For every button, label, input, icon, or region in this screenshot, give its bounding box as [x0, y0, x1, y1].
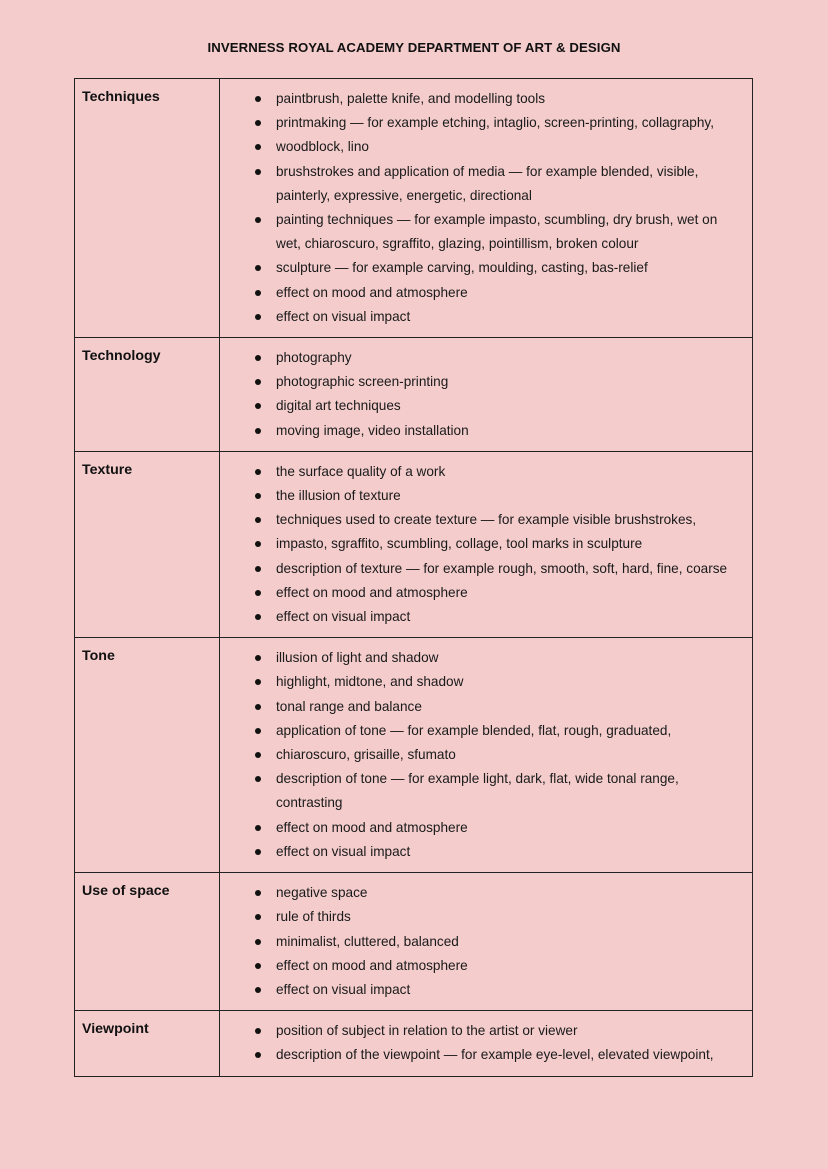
- page-title: INVERNESS ROYAL ACADEMY DEPARTMENT OF ART & DESIGN: [207, 40, 621, 55]
- list-item-text: painterly, expressive, energetic, directional: [276, 187, 532, 203]
- list-item-text: wet, chiaroscuro, sgraffito, glazing, pointillism, broken colour: [276, 236, 639, 252]
- bullet-icon: [255, 614, 261, 620]
- list-item: [220, 532, 742, 556]
- term-cell: [75, 873, 220, 1011]
- term-label: Tone: [82, 648, 115, 665]
- table-row: [75, 1011, 753, 1076]
- term-label: Viewpoint: [82, 1021, 149, 1038]
- list-item-text: illusion of light and shadow: [276, 650, 439, 666]
- bullet-icon: [255, 987, 261, 993]
- item-list: [220, 881, 742, 1002]
- list-item: [220, 695, 742, 719]
- list-item-text: brushstrokes and application of media — for example blended, visible,: [276, 163, 699, 179]
- bullet-icon: [255, 517, 261, 523]
- term-cell: [75, 451, 220, 637]
- list-item-text: application of tone — for example blended, flat, rough, graduated,: [276, 722, 672, 738]
- list-item: [220, 816, 742, 840]
- list-item: [220, 508, 742, 532]
- table-row: [75, 338, 753, 452]
- bullet-icon: [255, 379, 261, 385]
- list-item-text: contrasting: [276, 795, 343, 811]
- bullet-icon: [255, 655, 261, 661]
- item-list: [220, 87, 742, 329]
- bullet-icon: [255, 169, 261, 175]
- bullet-icon: [255, 825, 261, 831]
- bullet-icon: [255, 914, 261, 920]
- list-item-text: description of texture — for example rough, smooth, soft, hard, fine, coarse: [276, 560, 728, 576]
- list-item-text: effect on mood and atmosphere: [276, 584, 468, 600]
- list-item: [220, 484, 742, 508]
- bullet-icon: [255, 679, 261, 685]
- list-item: [220, 791, 742, 815]
- table-row: [75, 638, 753, 873]
- item-list: [220, 1019, 742, 1067]
- bullet-icon: [255, 290, 261, 296]
- list-item-text: description of tone — for example light, dark, flat, wide tonal range,: [276, 771, 679, 787]
- list-item-text: effect on visual impact: [276, 843, 411, 859]
- list-item-text: effect on mood and atmosphere: [276, 284, 468, 300]
- list-item-text: techniques used to create texture — for example visible brushstrokes,: [276, 512, 697, 528]
- bullet-icon: [255, 217, 261, 223]
- glossary-body: [75, 79, 753, 1077]
- list-item: [220, 232, 742, 256]
- list-item-text: woodblock, lino: [276, 139, 369, 155]
- list-item-text: painting techniques — for example impasto, scumbling, dry brush, wet on: [276, 212, 718, 228]
- list-item: [220, 719, 742, 743]
- bullet-icon: [255, 704, 261, 710]
- bullet-icon: [255, 590, 261, 596]
- item-list: [220, 460, 742, 629]
- bullet-icon: [255, 728, 261, 734]
- list-item: [220, 743, 742, 767]
- table-row: [75, 79, 753, 338]
- bullet-icon: [255, 541, 261, 547]
- bullet-icon: [255, 355, 261, 361]
- bullet-icon: [255, 849, 261, 855]
- term-cell: [75, 1011, 220, 1076]
- term-cell: [75, 638, 220, 873]
- list-item-text: effect on visual impact: [276, 609, 411, 625]
- list-item-text: moving image, video installation: [276, 422, 469, 438]
- list-item-text: chiaroscuro, grisaille, sfumato: [276, 747, 456, 763]
- list-item: [220, 184, 742, 208]
- bullet-icon: [255, 469, 261, 475]
- term-label: Texture: [82, 461, 133, 478]
- list-item: [220, 905, 742, 929]
- bullet-icon: [255, 1052, 261, 1058]
- list-item: [220, 881, 742, 905]
- list-item: [220, 305, 742, 329]
- list-item-text: rule of thirds: [276, 909, 351, 925]
- bullet-icon: [255, 403, 261, 409]
- bullet-icon: [255, 752, 261, 758]
- list-item-text: paintbrush, palette knife, and modelling tools: [276, 91, 546, 106]
- list-item-text: effect on visual impact: [276, 981, 411, 997]
- list-item: [220, 978, 742, 1002]
- list-item: [220, 646, 742, 670]
- list-item: [220, 256, 742, 280]
- list-item-text: description of the viewpoint — for example eye-level, elevated viewpoint,: [276, 1047, 714, 1063]
- bullet-icon: [255, 120, 261, 126]
- bullet-icon: [255, 566, 261, 572]
- list-item: [220, 208, 742, 232]
- term-cell: [75, 79, 220, 338]
- list-item: [220, 605, 742, 629]
- list-item: [220, 370, 742, 394]
- list-item: [220, 160, 742, 184]
- list-item: [220, 767, 742, 791]
- list-item-text: effect on mood and atmosphere: [276, 957, 468, 973]
- bullet-icon: [255, 890, 261, 896]
- bullet-icon: [255, 939, 261, 945]
- list-item-text: the surface quality of a work: [276, 463, 446, 479]
- list-item: [220, 111, 742, 135]
- list-item-text: effect on mood and atmosphere: [276, 819, 468, 835]
- bullet-icon: [255, 1028, 261, 1034]
- list-item: [220, 840, 742, 864]
- items-cell: [220, 338, 753, 452]
- items-cell: [220, 451, 753, 637]
- list-item-text: the illusion of texture: [276, 488, 401, 504]
- term-label: Technology: [82, 348, 161, 365]
- items-cell: [220, 1011, 753, 1076]
- list-item-text: photographic screen-printing: [276, 374, 449, 390]
- list-item: [220, 670, 742, 694]
- list-item-text: impasto, sgraffito, scumbling, collage, tool marks in sculpture: [276, 536, 643, 552]
- list-item-text: sculpture — for example carving, moulding, casting, bas-relief: [276, 260, 648, 276]
- bullet-icon: [255, 144, 261, 150]
- bullet-icon: [255, 96, 261, 102]
- list-item: [220, 954, 742, 978]
- list-item: [220, 581, 742, 605]
- list-item-text: photography: [276, 350, 352, 366]
- list-item: [220, 281, 742, 305]
- list-item-text: tonal range and balance: [276, 698, 422, 714]
- items-cell: [220, 638, 753, 873]
- term-cell: [75, 338, 220, 452]
- list-item-text: negative space: [276, 885, 368, 901]
- bullet-icon: [255, 265, 261, 271]
- bullet-icon: [255, 776, 261, 782]
- bullet-icon: [255, 963, 261, 969]
- list-item: [220, 557, 742, 581]
- list-item: [220, 930, 742, 954]
- bullet-icon: [255, 314, 261, 320]
- list-item: [220, 1043, 742, 1067]
- list-item: [220, 460, 742, 484]
- list-item: [220, 346, 742, 370]
- items-cell: [220, 873, 753, 1011]
- list-item: [220, 419, 742, 443]
- bullet-icon: [255, 428, 261, 434]
- list-item: [220, 87, 742, 111]
- list-item-text: highlight, midtone, and shadow: [276, 674, 464, 690]
- list-item-text: effect on visual impact: [276, 308, 411, 324]
- list-item: [220, 135, 742, 159]
- items-cell: [220, 79, 753, 338]
- term-label: Use of space: [82, 883, 170, 900]
- list-item-text: minimalist, cluttered, balanced: [276, 933, 459, 949]
- list-item-text: position of subject in relation to the artist or viewer: [276, 1023, 578, 1039]
- glossary-table: [74, 78, 753, 1077]
- item-list: [220, 646, 742, 864]
- list-item: [220, 394, 742, 418]
- list-item-text: printmaking — for example etching, intaglio, screen-printing, collagraphy,: [276, 115, 714, 131]
- item-list: [220, 346, 742, 443]
- table-row: [75, 451, 753, 637]
- list-item-text: digital art techniques: [276, 398, 401, 414]
- term-label: Techniques: [82, 89, 160, 105]
- bullet-icon: [255, 493, 261, 499]
- table-row: [75, 873, 753, 1011]
- list-item: [220, 1019, 742, 1043]
